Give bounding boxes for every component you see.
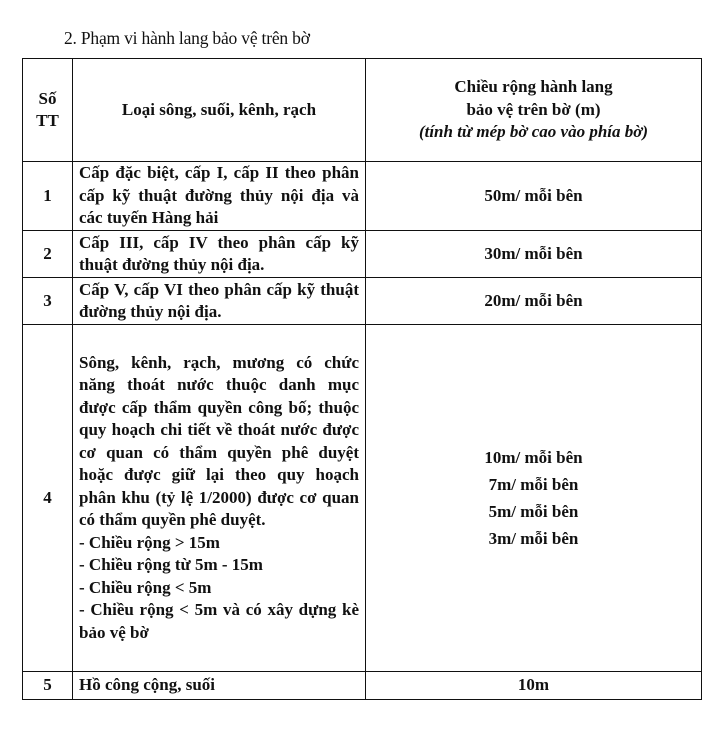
- row-type-block: [73, 325, 366, 672]
- row-type: Cấp đặc biệt, cấp I, cấp II theo phân cấp kỹ thuật đường thủy nội địa và các tuyến Hàng hải: [73, 162, 366, 231]
- row-width-block: [366, 325, 702, 672]
- header-width: [366, 59, 702, 162]
- sub-item: - Chiều rộng < 5m và có xây dựng kè bảo vệ bờ: [79, 600, 359, 642]
- table-row: [23, 672, 702, 700]
- row-type: Sông, kênh, rạch, mương có chức năng thoát nước thuộc danh mục được cấp thẩm quyền công bố; thuộc quy hoạch chi tiết về thoát nước được cơ quan có thẩm quyền phê duyệt hoặc được giữ lại theo quy hoạch phân khu (tỷ lệ 1/2000) được cơ quan có thẩm quyền phê duyệt.: [79, 352, 359, 530]
- table-row: [23, 278, 702, 325]
- row-type: Cấp V, cấp VI theo phân cấp kỹ thuật đường thủy nội địa.: [73, 278, 366, 325]
- row-type: Cấp III, cấp IV theo phân cấp kỹ thuật đường thủy nội địa.: [73, 231, 366, 278]
- table-row: [23, 231, 702, 278]
- header-type: Loại sông, suối, kênh, rạch: [73, 59, 366, 162]
- sub-item: - Chiều rộng > 15m: [79, 532, 220, 552]
- row-width: 20m/ mỗi bên: [366, 278, 702, 325]
- row-type: Hồ công cộng, suối: [73, 672, 366, 700]
- table-row: [23, 162, 702, 231]
- header-width-note: (tính từ mép bờ cao vào phía bờ): [418, 122, 649, 142]
- row-width: 10m/ mỗi bên: [484, 448, 583, 467]
- section-heading: 2. Phạm vi hành lang bảo vệ trên bờ: [64, 28, 310, 48]
- header-width-line1: Chiều rộng hành lang: [454, 77, 613, 97]
- row-number: 1: [23, 162, 73, 231]
- row-number: 5: [23, 672, 73, 700]
- row-width: 5m/ mỗi bên: [488, 502, 579, 521]
- row-number: 3: [23, 278, 73, 325]
- row-number: 2: [23, 231, 73, 278]
- table-row: [23, 325, 702, 672]
- header-no: Số TT: [23, 59, 73, 162]
- sub-item: - Chiều rộng < 5m: [79, 577, 212, 597]
- row-width: 30m/ mỗi bên: [366, 231, 702, 278]
- row-width: 50m/ mỗi bên: [366, 162, 702, 231]
- row-number: 4: [23, 325, 73, 672]
- header-width-line2: bảo vệ trên bờ (m): [466, 99, 601, 119]
- sub-item: - Chiều rộng từ 5m - 15m: [79, 555, 263, 575]
- row-width: 10m: [366, 672, 702, 700]
- table-header-row: [23, 59, 702, 162]
- corridor-table: [22, 58, 702, 700]
- row-width: 7m/ mỗi bên: [488, 475, 579, 494]
- row-width: 3m/ mỗi bên: [488, 529, 579, 548]
